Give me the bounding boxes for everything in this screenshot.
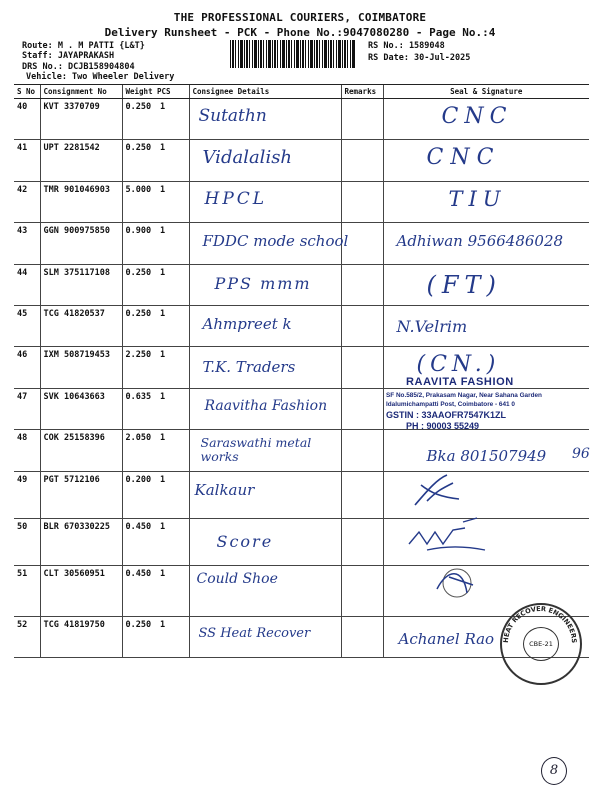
vehicle-label: Vehicle: Two Wheeler Delivery (26, 72, 175, 82)
route-label: Route: M . M PATTI {L&T} (22, 41, 145, 51)
signature-handwriting: TIU (448, 186, 507, 211)
row-consignee (189, 305, 341, 346)
row-signature (383, 305, 589, 346)
row-weight: 0.635 (122, 388, 154, 429)
row-pcs: 1 (154, 388, 189, 429)
row-pcs: 1 (154, 430, 189, 471)
runsheet-table (14, 84, 589, 658)
row-weight: 0.450 (122, 565, 154, 616)
row-consignment: SLM 375117108 (40, 264, 122, 305)
row-consignment: PGT 5712106 (40, 471, 122, 518)
row-consignee (189, 140, 341, 181)
table-row (14, 305, 589, 346)
table-row (14, 99, 589, 140)
row-sno: 43 (14, 223, 40, 264)
consignee-handwriting: Ahmpreet k (202, 314, 292, 333)
row-weight: 2.250 (122, 347, 154, 388)
row-consignment: COK 25158396 (40, 430, 122, 471)
consignee-handwriting: Could Shoe (196, 570, 278, 587)
seal-phone: PH : 90003 55249 (406, 420, 480, 431)
row-sno: 44 (14, 264, 40, 305)
row-weight: 0.250 (122, 264, 154, 305)
signature-handwriting: (CN.) (416, 352, 501, 378)
col-consignee: Consignee Details (189, 85, 341, 99)
row-consignee (189, 518, 341, 565)
consignee-handwriting: Raavitha Fashion (204, 397, 328, 414)
row-remarks (341, 430, 383, 471)
consignee-handwriting: Sutathn (198, 106, 267, 126)
row-consignment: UPT 2281542 (40, 140, 122, 181)
row-pcs: 1 (154, 347, 189, 388)
row-remarks (341, 99, 383, 140)
row-pcs: 1 (154, 616, 189, 657)
col-seal: Seal & Signature (383, 85, 589, 99)
drs-label: DRS No.: DCJB158904804 (22, 62, 135, 72)
row-sno: 40 (14, 99, 40, 140)
consignee-handwriting: FDDC mode school (202, 232, 349, 251)
row-signature (383, 140, 589, 181)
row-weight: 0.250 (122, 99, 154, 140)
row-weight: 0.900 (122, 223, 154, 264)
row-sno: 52 (14, 616, 40, 657)
row-sno: 49 (14, 471, 40, 518)
row-consignee (189, 388, 341, 429)
consignee-handwriting: Saraswathi metal works (200, 435, 312, 465)
row-consignment: TCG 41820537 (40, 305, 122, 346)
signature-handwriting: Achanel Rao (398, 629, 495, 648)
col-pcs: PCS (154, 85, 189, 99)
stamp-code: CBE-21 (529, 640, 553, 648)
consignee-handwriting: HPCL (204, 188, 268, 209)
signature-handwriting: (FT) (426, 270, 502, 299)
signature-handwriting: CNC (441, 104, 513, 129)
signature-handwriting: Adhiwan 9566486028 (396, 232, 564, 251)
row-consignee (189, 565, 341, 616)
row-signature (383, 181, 589, 222)
signature-handwriting: N.Velrim (396, 316, 468, 336)
row-signature (383, 223, 589, 264)
row-weight: 2.050 (122, 430, 154, 471)
table-row (14, 518, 589, 565)
consignee-handwriting: Kalkaur (194, 480, 255, 499)
row-signature (383, 99, 589, 140)
signature-handwriting: Bka 801507949 (426, 447, 547, 466)
row-weight: 5.000 (122, 181, 154, 222)
table-row (14, 430, 589, 471)
table-row (14, 223, 589, 264)
company-title: THE PROFESSIONAL COURIERS, COIMBATORE (173, 11, 427, 24)
row-consignee (189, 430, 341, 471)
seal-extra-number: 96 (572, 446, 590, 462)
row-pcs: 1 (154, 264, 189, 305)
row-signature (383, 264, 589, 305)
row-consignment: IXM 508719453 (40, 347, 122, 388)
table-row (14, 140, 589, 181)
seal-name: RAAVITA FASHION (406, 376, 514, 388)
row-sno: 46 (14, 347, 40, 388)
rs-date: RS Date: 30-Jul-2025 (368, 53, 471, 63)
row-weight: 0.250 (122, 616, 154, 657)
consignee-handwriting: Score (216, 531, 274, 551)
row-consignee (189, 264, 341, 305)
table-row (14, 471, 589, 518)
signature-scribble (405, 516, 495, 556)
seal-address-1: SF No.585/2, Prakasam Nagar, Near Sahana Garden (386, 391, 542, 399)
rs-number: RS No.: 1589048 (368, 41, 445, 51)
row-pcs: 1 (154, 181, 189, 222)
seal-gstin: GSTIN : 33AAOFR7547K1ZL (386, 410, 507, 421)
row-sno: 50 (14, 518, 40, 565)
consignee-handwriting: SS Heat Recover (198, 625, 311, 641)
row-pcs: 1 (154, 471, 189, 518)
staff-label: Staff: JAYAPRAKASH (22, 51, 115, 61)
raavita-seal (386, 376, 596, 431)
stamp-arc-text: HEAT RECOVER ENGINEERS (501, 604, 579, 644)
row-consignee (189, 471, 341, 518)
row-consignee (189, 99, 341, 140)
row-remarks (341, 565, 383, 616)
signature-handwriting: CNC (426, 145, 501, 171)
table-row (14, 264, 589, 305)
row-sno: 47 (14, 388, 40, 429)
svg-text:HEAT RECOVER ENGINEERS (502, 605, 578, 644)
col-weight: Weight (122, 85, 154, 99)
col-consignment: Consignment No (40, 85, 122, 99)
row-consignment: TCG 41819750 (40, 616, 122, 657)
row-weight: 0.450 (122, 518, 154, 565)
col-sno: S No (14, 85, 40, 99)
signature-scribble (427, 563, 497, 607)
row-pcs: 1 (154, 140, 189, 181)
row-signature (383, 471, 589, 518)
row-consignment: TMR 901046903 (40, 181, 122, 222)
row-consignment: SVK 10643663 (40, 388, 122, 429)
row-sno: 42 (14, 181, 40, 222)
consignee-handwriting: PPS mmm (214, 273, 312, 293)
row-consignment: BLR 670330225 (40, 518, 122, 565)
row-consignment: CLT 30560951 (40, 565, 122, 616)
row-consignee (189, 347, 341, 388)
row-weight: 0.250 (122, 140, 154, 181)
row-sno: 45 (14, 305, 40, 346)
row-weight: 0.250 (122, 305, 154, 346)
col-remarks: Remarks (341, 85, 383, 99)
row-remarks (341, 471, 383, 518)
row-consignment: GGN 900975850 (40, 223, 122, 264)
row-pcs: 1 (154, 565, 189, 616)
runsheet-subtitle: Delivery Runsheet - PCK - Phone No.:9047080280 - Page No.:4 (104, 26, 496, 39)
signature-scribble (407, 471, 467, 511)
row-signature (383, 430, 589, 471)
row-consignment: KVT 3370709 (40, 99, 122, 140)
table-header-row (14, 85, 589, 99)
consignee-handwriting: T.K. Traders (202, 358, 296, 377)
table-row (14, 181, 589, 222)
row-consignee (189, 223, 349, 264)
row-pcs: 1 (154, 518, 189, 565)
row-consignee (189, 616, 341, 657)
seal-address-2: Idalumichampatti Post, Coimbatore - 641 0 (386, 401, 515, 408)
row-pcs: 1 (154, 305, 189, 346)
row-signature (383, 518, 589, 565)
row-sno: 41 (14, 140, 40, 181)
row-pcs: 1 (154, 99, 189, 140)
row-remarks (341, 616, 383, 657)
page-mark: 8 (541, 757, 567, 785)
barcode (230, 40, 355, 68)
consignee-handwriting: Vidalalish (202, 147, 293, 169)
row-pcs: 1 (154, 223, 189, 264)
row-sno: 51 (14, 565, 40, 616)
row-weight: 0.200 (122, 471, 154, 518)
row-sno: 48 (14, 430, 40, 471)
row-consignee (189, 181, 341, 222)
